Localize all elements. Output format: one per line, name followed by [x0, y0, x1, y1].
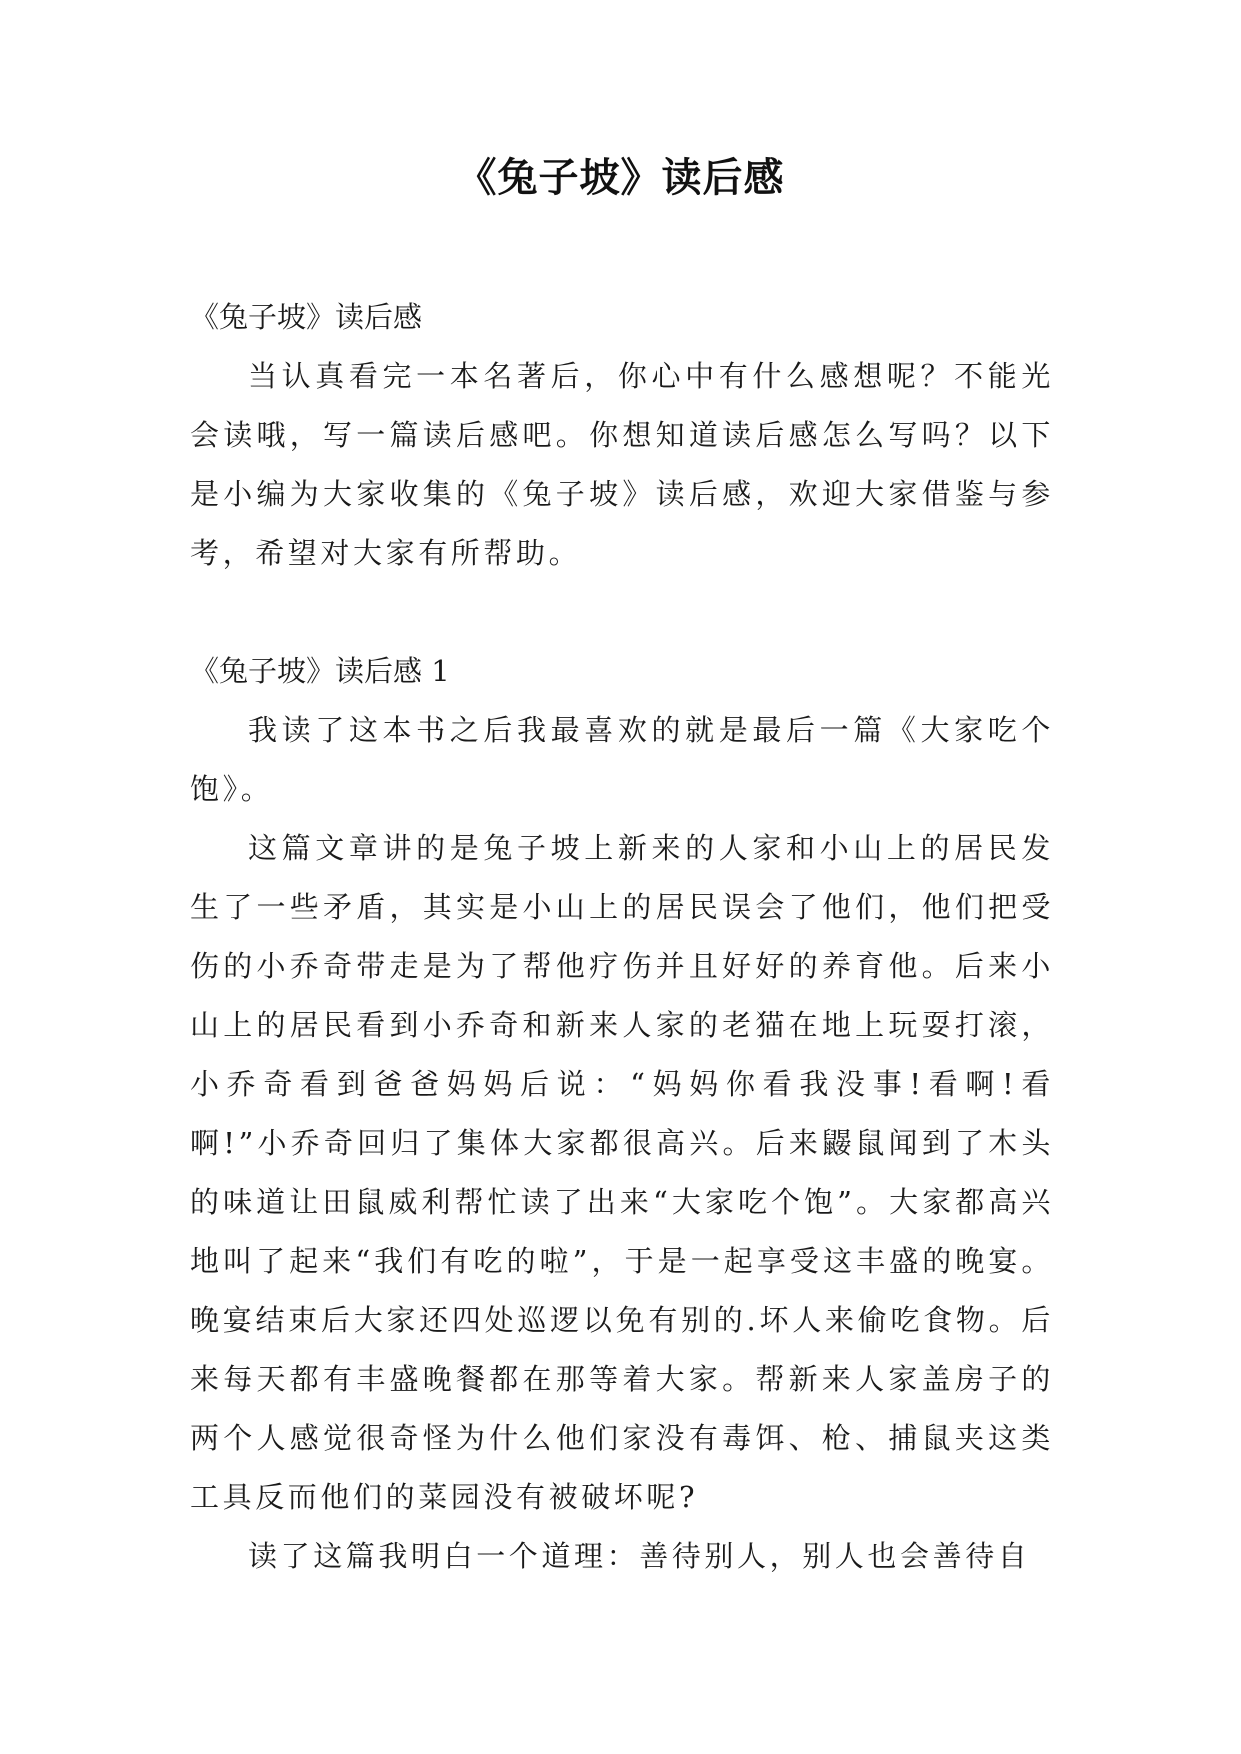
section-1-heading: 《兔子坡》读后感 1: [190, 654, 450, 688]
document-title: 《兔子坡》读后感: [456, 155, 785, 201]
intro-heading: 《兔子坡》读后感: [190, 300, 423, 334]
intro-paragraph: 当认真看完一本名著后，你心中有什么感想呢？不能光会读哦，写一篇读后感吧。你想知道读后感怎么写吗？以下是小编为大家收集的《兔子坡》读后感，欢迎大家借鉴与参考，希望对大家有所帮助。: [190, 359, 1054, 570]
section-1-paragraph-3: 读了这篇我明白一个道理：善待别人，别人也会善待自: [248, 1539, 1031, 1573]
document-body: [190, 288, 1054, 1586]
section-1-paragraph-1: 我读了这本书之后我最喜欢的就是最后一篇《大家吃个饱》。: [190, 713, 1054, 806]
section-1-paragraph-2: 这篇文章讲的是兔子坡上新来的人家和小山上的居民发生了一些矛盾，其实是小山上的居民误会了他们，他们把受伤的小乔奇带走是为了帮他疗伤并且好好的养育他。后来小山上的居民看到小乔奇和新来人家的老猫在地上玩耍打滚，小乔奇看到爸爸妈妈后说：“妈妈你看我没事!看啊!看啊!”小乔奇回归了集体大家都很高兴。后来鼹鼠闻到了木头的味道让田鼠威利帮忙读了出来“大家吃个饱”。大家都高兴地叫了起来“我们有吃的啦”，于是一起享受这丰盛的晚宴。晚宴结束后大家还四处巡逻以免有别的.坏人来偷吃食物。后来每天都有丰盛晚餐都在那等着大家。帮新来人家盖房子的两个人感觉很奇怪为什么他们家没有毒饵、枪、捕鼠夹这类工具反而他们的菜园没有被破坏呢?: [190, 831, 1054, 1514]
